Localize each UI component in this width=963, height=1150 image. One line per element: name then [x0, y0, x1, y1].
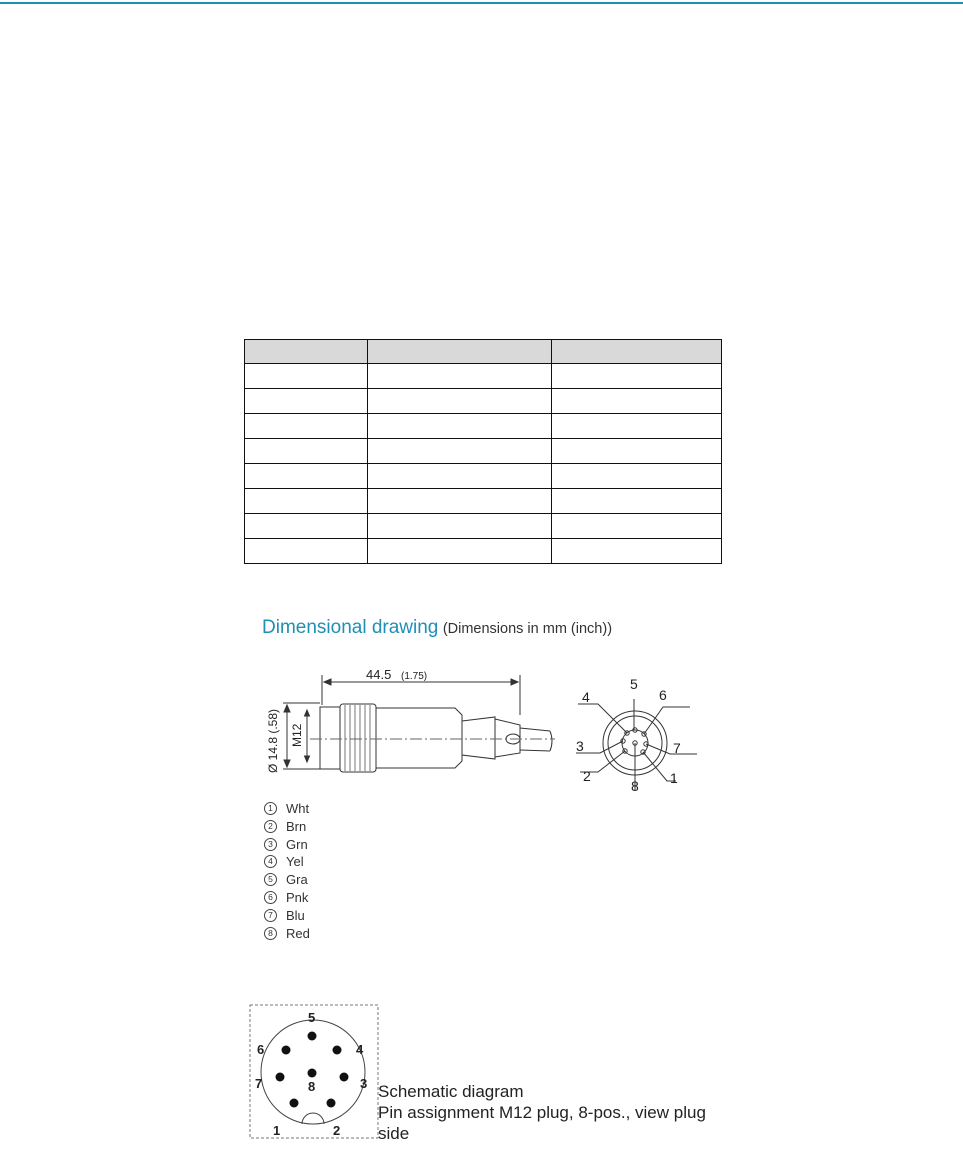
pin-number-badge: 3 [264, 838, 277, 851]
knurl-lines [345, 705, 370, 771]
legend-item [264, 907, 310, 925]
pin-dot [276, 1073, 285, 1082]
legend-item [264, 853, 310, 871]
wire-color-label: Wht [286, 801, 310, 816]
front-pin-label-5: 5 [630, 676, 638, 692]
table-cell [245, 364, 368, 389]
schematic-caption-title: Schematic diagram [378, 1082, 524, 1101]
table-row [245, 539, 722, 564]
schematic-pin-label-8: 8 [308, 1079, 316, 1094]
table-cell [552, 464, 722, 489]
table-cell [552, 414, 722, 439]
pin-leader-line [578, 704, 627, 733]
table-cell [245, 514, 368, 539]
dimensional-drawing-subtitle: (Dimensions in mm (inch)) [442, 621, 613, 637]
table-cell [552, 514, 722, 539]
plug-housing [376, 708, 462, 768]
legend-item [264, 889, 310, 907]
wire-color-label: Grn [286, 836, 308, 852]
table-cell [245, 414, 368, 439]
table-cell [245, 439, 368, 464]
thread-label: M12 [290, 723, 304, 747]
legend-item [264, 800, 310, 818]
connector-dimensional-drawing [250, 655, 710, 795]
legend-item [264, 818, 310, 836]
wire-color-label: Blu [286, 907, 305, 923]
diameter-label: Ø 14.8 (.58) [266, 708, 280, 773]
table-row [245, 464, 722, 489]
pin-number-badge: 6 [264, 891, 277, 904]
table-row [245, 489, 722, 514]
pin-schematic-diagram [249, 1004, 379, 1140]
legend-item [264, 925, 310, 943]
table-header-cell [368, 340, 552, 364]
plug-keyway [302, 1113, 324, 1124]
wire-color-legend [264, 800, 310, 942]
table-cell [368, 364, 552, 389]
pin-dot [308, 1032, 317, 1041]
legend-item [264, 871, 310, 889]
table-cell [245, 489, 368, 514]
wire-color-label: Brn [286, 818, 307, 834]
schematic-pin-label-6: 6 [257, 1042, 265, 1057]
legend-item [264, 836, 310, 854]
strain-relief [462, 717, 495, 759]
length-inch-label: (1.75) [401, 671, 428, 682]
length-label: 44.5 [366, 667, 392, 682]
cable-sleeve [495, 719, 520, 757]
pin-number-badge: 1 [264, 802, 277, 815]
table-cell [245, 464, 368, 489]
front-pin-label-2: 2 [583, 768, 591, 784]
table-cell [552, 439, 722, 464]
pin-leader-line [646, 744, 697, 754]
table-header-cell [245, 340, 368, 364]
front-pin-label-3: 3 [576, 738, 584, 754]
front-pin-label-8: 8 [631, 778, 639, 794]
table-header-cell [552, 340, 722, 364]
cable-break [550, 731, 552, 751]
dimensional-drawing-title: Dimensional drawing [262, 617, 439, 638]
table-row [245, 364, 722, 389]
table-cell [552, 389, 722, 414]
pin-table [244, 339, 722, 564]
table-row [245, 514, 722, 539]
table-cell [368, 389, 552, 414]
table-header-row [245, 340, 722, 364]
pin-dot [340, 1073, 349, 1082]
pin-dot [282, 1046, 291, 1055]
pin-number-badge: 7 [264, 909, 277, 922]
wire-color-label: Gra [286, 872, 308, 888]
schematic-pin-label-7: 7 [255, 1076, 263, 1091]
header-rule [0, 2, 963, 4]
table-row [245, 439, 722, 464]
plug-face [320, 707, 340, 769]
table-cell [245, 539, 368, 564]
pin-number-badge: 2 [264, 820, 277, 833]
table-row [245, 389, 722, 414]
wire-color-label: Red [286, 925, 310, 941]
pin-dot [333, 1046, 342, 1055]
table-cell [368, 464, 552, 489]
table-cell [368, 414, 552, 439]
pin-number-badge: 8 [264, 927, 277, 940]
table-cell [368, 439, 552, 464]
wire-color-label: Yel [286, 854, 304, 870]
schematic-pin-label-1: 1 [273, 1123, 281, 1138]
schematic-pin-label-5: 5 [308, 1010, 316, 1025]
schematic-pin-label-2: 2 [333, 1123, 341, 1138]
table-cell [552, 489, 722, 514]
pin-dot [327, 1099, 336, 1108]
pin-dot [308, 1069, 317, 1078]
front-pin-label-1: 1 [670, 770, 678, 786]
front-pin-label-6: 6 [659, 687, 667, 703]
pin-number-badge: 5 [264, 873, 277, 886]
schematic-caption [378, 1081, 718, 1144]
wire-color-label: Pnk [286, 889, 309, 905]
table-cell [368, 489, 552, 514]
schematic-pin-label-4: 4 [356, 1042, 364, 1057]
table-cell [245, 389, 368, 414]
schematic-caption-description: Pin assignment M12 plug, 8-pos., view plug side [378, 1103, 706, 1143]
pin-dot [290, 1099, 299, 1108]
pin-leader-line [644, 707, 690, 734]
table-cell [368, 539, 552, 564]
schematic-pin-label-3: 3 [360, 1076, 368, 1091]
front-pin-label-4: 4 [582, 689, 590, 705]
front-pin-label-7: 7 [673, 740, 681, 756]
dimensional-drawing-heading [262, 617, 612, 639]
table-cell [368, 514, 552, 539]
pin-number-badge: 4 [264, 855, 277, 868]
table-cell [552, 364, 722, 389]
table-cell [552, 539, 722, 564]
table-row [245, 414, 722, 439]
